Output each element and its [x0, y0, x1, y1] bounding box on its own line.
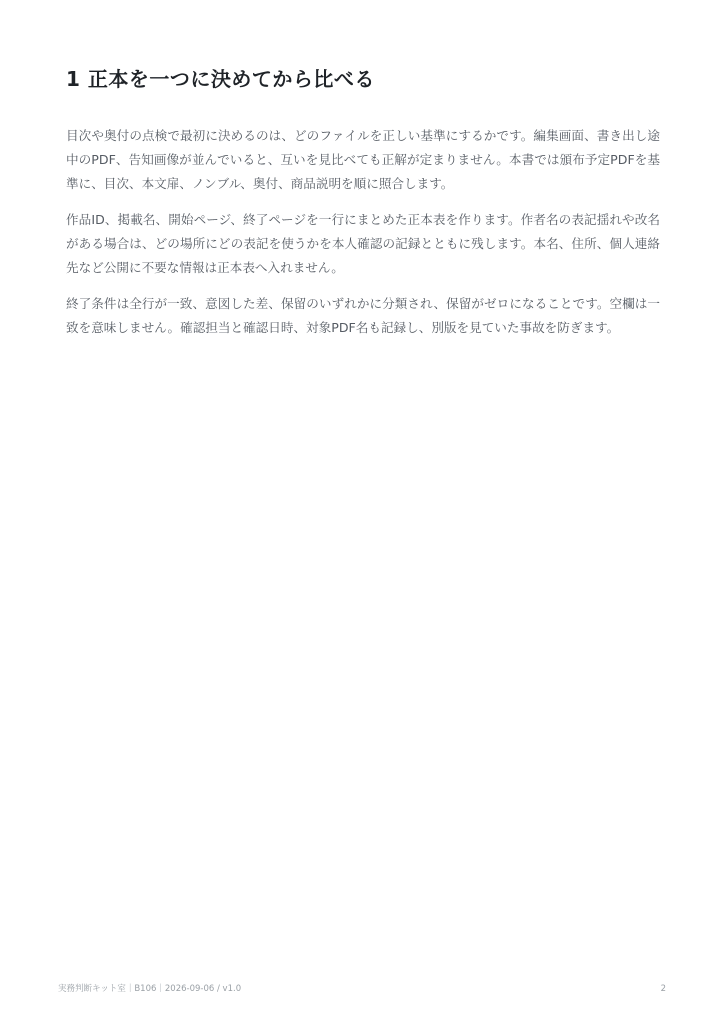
- page-footer: [58, 982, 666, 996]
- paragraph-2: 作品ID、掲載名、開始ページ、終了ページを一行にまとめた正本表を作ります。作者名の表記揺れや改名がある場合は、どの場所にどの表記を使うかを本人確認の記録とともに残します。本名、住所、個人連絡先など公開に不要な情報は正本表へ入れません。: [66, 212, 660, 275]
- footer-doc-info: 実務判断キット室｜B106｜2026-09-06 / v1.0: [58, 984, 242, 994]
- main-content: [66, 64, 660, 352]
- paragraph-1: 目次や奥付の点検で最初に決めるのは、どのファイルを正しい基準にするかです。編集画面、書き出し途中のPDF、告知画像が並んでいると、互いを見比べても正解が定まりません。本書では頒布予定PDFを基準に、目次、本文扉、ノンブル、奥付、商品説明を順に照合します。: [66, 128, 660, 191]
- footer-page-number: 2: [660, 984, 666, 994]
- paragraph-3: 終了条件は全行が一致、意図した差、保留のいずれかに分類され、保留がゼロになることです。空欄は一致を意味しません。確認担当と確認日時、対象PDF名も記録し、別版を見ていた事故を防ぎます。: [66, 296, 660, 335]
- section-heading: 1 正本を一つに決めてから比べる: [66, 67, 375, 91]
